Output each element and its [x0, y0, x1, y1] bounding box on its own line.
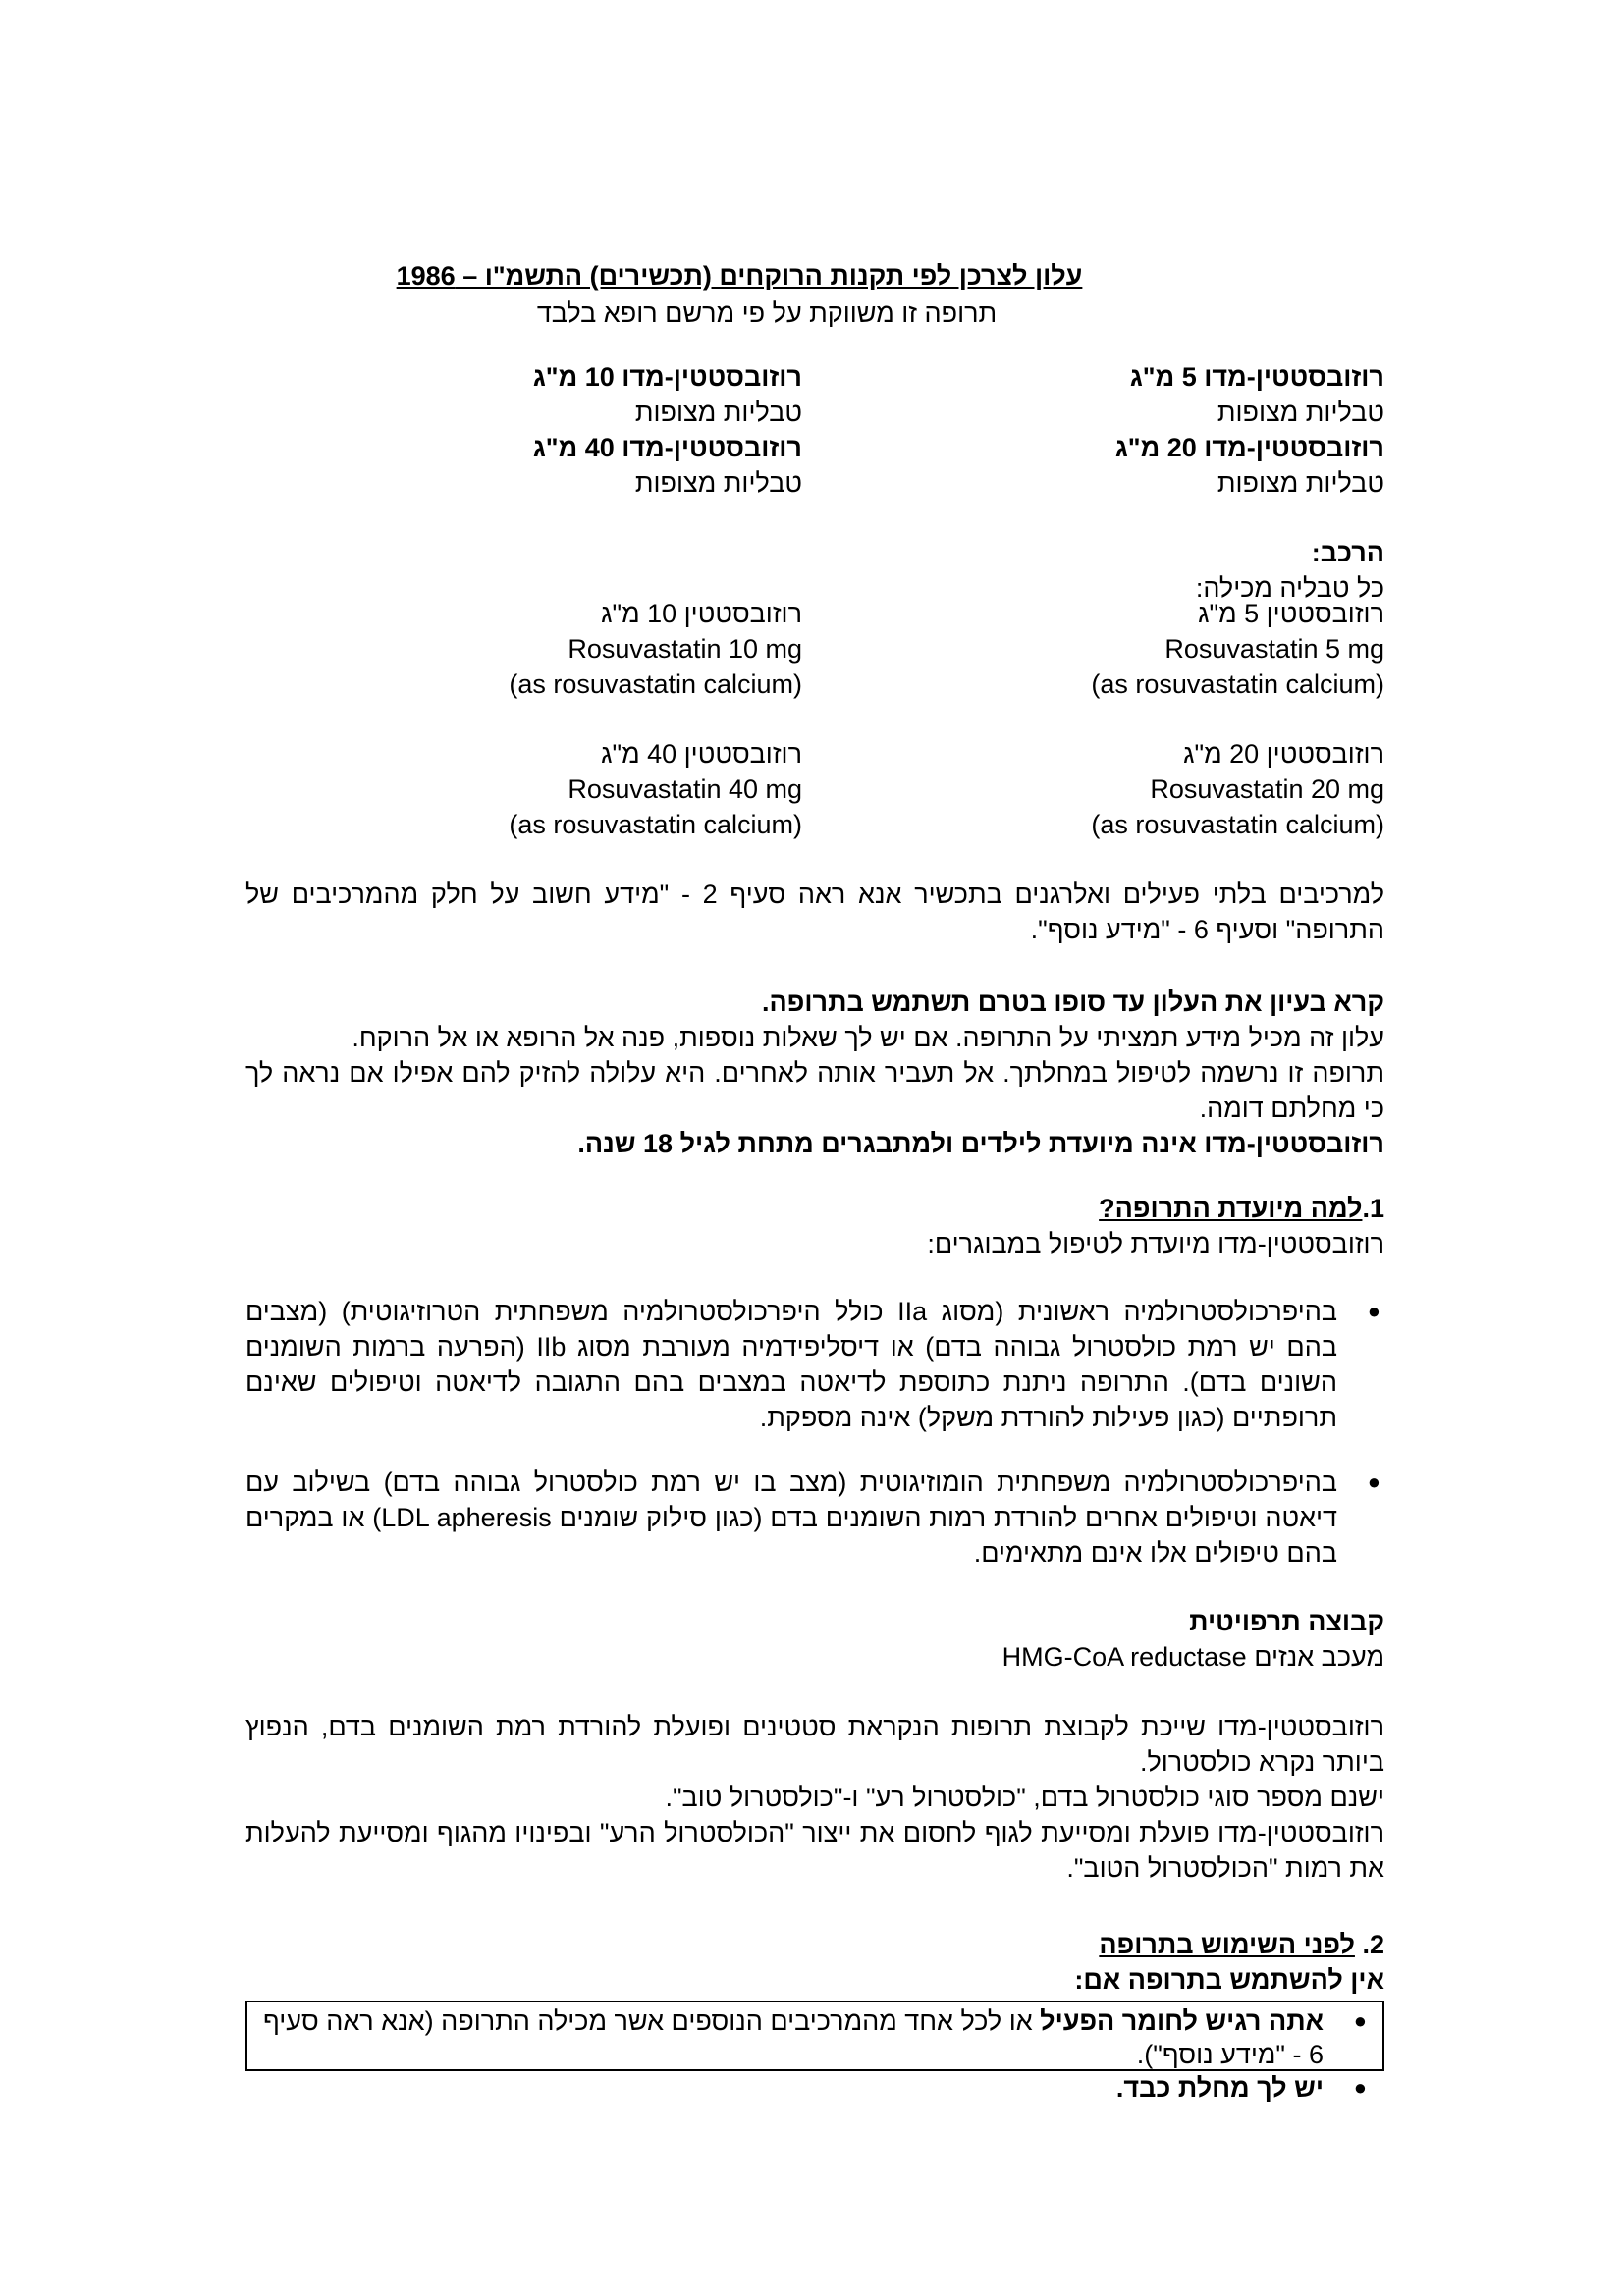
section-1-number: 1.	[1362, 1194, 1384, 1223]
indication-text: בהיפרכולסטרולמיה משפחתית הומוזיגוטית (מצב בו יש רמת כולסטרול גבוהה בדם) בשילוב עם דיאטה וטיפולים אחרים להורדת רמות השומנים בדם (כגון סילוק שומנים LDL apheresis) או במקרים בהם טיפולים אלו אינם מתאימים.	[245, 1468, 1337, 1568]
product-form: טבליות מצופות	[634, 468, 802, 498]
section-2	[245, 1927, 1384, 1998]
list-item	[259, 2071, 1371, 2105]
section-2-heading	[245, 1927, 1384, 1962]
list-item	[245, 1294, 1384, 1435]
contraindication-text: או לכל אחד מהמרכיבים הנוספים אשר מכילה התרופה (אנא ראה סעיף 6 - "מידע נוסף").	[263, 2006, 1324, 2069]
product-name: רוזובסטטין-מדו 5 מ"ג	[1129, 362, 1384, 392]
product-name: רוזובסטטין-מדו 20 מ"ג	[1114, 433, 1384, 462]
contraindication-text: יש לך מחלת כבד.	[1115, 2073, 1324, 2103]
product-form: טבליות מצופות	[1217, 468, 1384, 498]
drug-description	[245, 1709, 1384, 1886]
product-form: טבליות מצופות	[1217, 398, 1384, 427]
contraindications-box	[245, 2001, 1384, 2103]
ingredient-salt: (as rosuvastatin calcium)	[1091, 669, 1384, 699]
section-1-title: למה מיועדת התרופה?	[1099, 1194, 1363, 1223]
read-carefully-line: קרא בעיון את העלון עד סופו בטרם תשתמש בתרופה.	[762, 988, 1384, 1017]
ingredient-hebrew: רוזובסטטין 10 מ"ג	[601, 599, 802, 628]
composition-grid	[245, 596, 1384, 851]
ingredient-salt: (as rosuvastatin calcium)	[509, 810, 802, 839]
therapeutic-group-value: מעכב אנזים HMG-CoA reductase	[1001, 1642, 1384, 1672]
indication-text: בהיפרכולסטרולמיה ראשונית (מסוג IIa כולל היפרכולסטרולמיה משפחתית הטרוזיגוטית) (מצבים בהם יש רמת כולסטרול גבוהה בדם) או דיסליפידמיה מעורבת מסוג IIb (הפרעה ברמות השומנים השונים בדם). התרופה ניתנת כתוספת לדיאטה במצבים בהם התגובה לדיאטה וטיפולים שאינם תרופתיים (כגון פעילות להורדת משקל) אינה מספקת.	[245, 1297, 1337, 1432]
bullet-icon: ●	[1367, 1469, 1380, 1494]
product-column-right	[972, 359, 1384, 501]
section-1	[245, 1191, 1384, 1261]
section-2-subtitle: אין להשתמש בתרופה אם:	[1074, 1965, 1384, 1995]
ingredient-hebrew: רוזובסטטין 40 מ"ג	[601, 739, 802, 769]
section-1-intro: רוזובסטטין-מדו מיועדת לטיפול במבוגרים:	[927, 1229, 1384, 1258]
age-warning: רוזובסטטין-מדו אינה מיועדת לילדים ולמתבגרים מתחת לגיל 18 שנה.	[577, 1129, 1384, 1158]
list-item	[259, 2004, 1371, 2071]
page-title: עלון לצרכן לפי תקנות הרוקחים (תכשירים) התשמ"ו – 1986	[396, 261, 1083, 291]
product-column-left	[390, 359, 802, 501]
inactive-ingredients-note: למרכיבים בלתי פעילים ואלרגנים בתכשיר אנא ראה סעיף 2 - "מידע חשוב על חלק מהמרכיבים של התרופה" וסעיף 6 - "מידע נוסף".	[245, 880, 1384, 944]
contraindication-bold: אתה רגיש לחומר הפעיל	[1040, 2006, 1324, 2036]
composition-heading: הרכב:	[1311, 538, 1384, 567]
ingredient-english: Rosuvastatin 10 mg	[568, 634, 802, 664]
do-not-share-line: תרופה זו נרשמה לטיפול במחלתך. אל תעביר אותה לאחרים. היא עלולה להזיק להם אפילו אם נראה לך כי מחלתם דומה.	[245, 1058, 1384, 1123]
composition-column-left	[390, 596, 802, 842]
section-2-title: לפני השימוש בתרופה	[1099, 1930, 1355, 1959]
ingredient-english: Rosuvastatin 40 mg	[568, 774, 802, 804]
description-line: ישנם מספר סוגי כולסטרול בדם, "כולסטרול רע" ו-"כולסטרול טוב".	[665, 1783, 1384, 1812]
list-item	[245, 1465, 1384, 1571]
ingredient-hebrew: רוזובסטטין 5 מ"ג	[1198, 599, 1384, 628]
ingredient-salt: (as rosuvastatin calcium)	[509, 669, 802, 699]
bullet-icon: ●	[1367, 1299, 1380, 1323]
composition-intro: כל טבליה מכילה:	[1195, 573, 1384, 603]
composition-column-right	[972, 596, 1384, 842]
leaflet-info-line: עלון זה מכיל מידע תמציתי על התרופה. אם יש לך שאלות נוספות, פנה אל הרופא או אל הרוקח.	[352, 1023, 1384, 1052]
description-line: רוזובסטטין-מדו פועלת ומסייעת לגוף לחסום את ייצור "הכולסטרול הרע" ובפינויו מהגוף ומסייעת להעלות את רמות "הכולסטרול הטוב".	[245, 1818, 1384, 1883]
ingredient-english: Rosuvastatin 20 mg	[1150, 774, 1384, 804]
ingredient-english: Rosuvastatin 5 mg	[1164, 634, 1384, 664]
description-line: רוזובסטטין-מדו שייכת לקבוצת תרופות הנקראת סטטינים ופועלת להורדת רמת השומנים בדם, הנפוץ ביותר נקרא כולסטרול.	[245, 1712, 1384, 1777]
prescription-note: תרופה זו משווקת על פי מרשם רופא בלבד	[536, 298, 998, 328]
section-2-number: 2.	[1362, 1930, 1384, 1959]
therapeutic-group	[245, 1604, 1384, 1675]
product-name: רוזובסטטין-מדו 10 מ"ג	[532, 362, 802, 392]
product-form: טבליות מצופות	[634, 398, 802, 427]
bullet-icon: ●	[1353, 2075, 1367, 2100]
read-leaflet-section	[245, 985, 1384, 1161]
ingredient-hebrew: רוזובסטטין 20 מ"ג	[1183, 739, 1384, 769]
indications-list-2	[245, 1465, 1384, 1571]
product-name: רוזובסטטין-מדו 40 מ"ג	[532, 433, 802, 462]
ingredient-salt: (as rosuvastatin calcium)	[1091, 810, 1384, 839]
section-1-heading	[245, 1191, 1384, 1226]
bullet-icon: ●	[1353, 2008, 1367, 2033]
header	[245, 257, 1384, 332]
therapeutic-group-title: קבוצה תרפויטית	[1189, 1607, 1384, 1636]
indications-list	[245, 1294, 1384, 1435]
product-list	[245, 359, 1384, 497]
